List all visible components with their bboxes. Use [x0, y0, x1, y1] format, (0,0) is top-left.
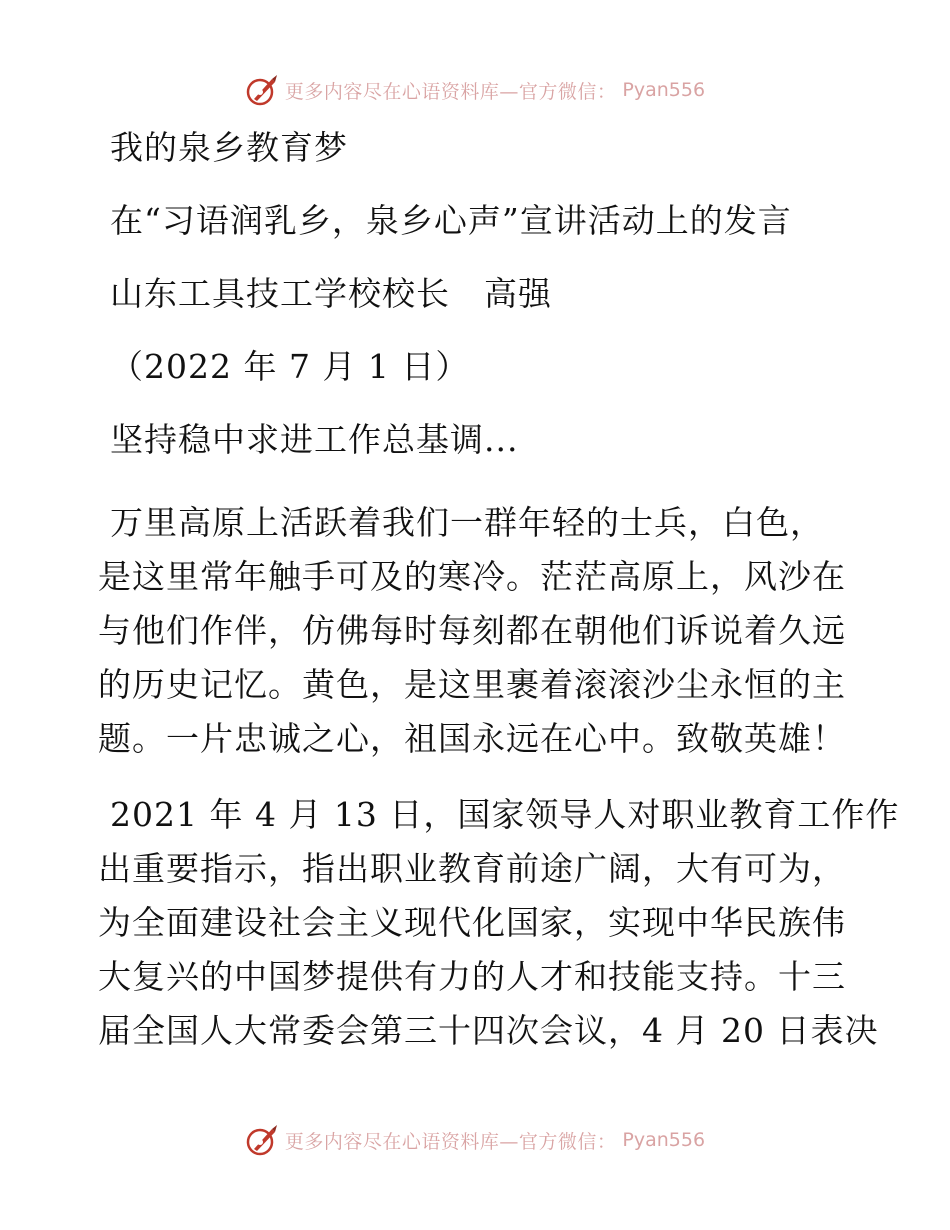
- quill-pen-logo-icon: [245, 1123, 279, 1157]
- document-title: 我的泉乡教育梦: [110, 128, 348, 167]
- summary-line: 坚持稳中求进工作总基调...: [110, 420, 519, 459]
- paragraph-line: 题。一片忠诚之心，祖国永远在心中。致敬英雄！: [98, 719, 846, 758]
- watermark-text: 更多内容尽在心语资料库—官方微信：: [284, 1130, 617, 1153]
- paragraph-line: 届全国人大常委会第三十四次会议，4 月 20 日表决: [98, 1011, 879, 1050]
- quill-pen-logo-icon: [245, 73, 279, 107]
- paragraph-line: 与他们作伴，仿佛每时每刻都在朝他们诉说着久远: [98, 611, 846, 650]
- paragraph-1: [98, 496, 858, 766]
- watermark-wechat-id: Pyan556: [622, 79, 706, 101]
- document-body: [98, 118, 900, 1058]
- paragraph-line: 是这里常年触手可及的寒冷。茫茫高原上，风沙在: [98, 557, 846, 596]
- author-line: 山东工具技工学校校长 高强: [110, 274, 552, 313]
- paragraph-line: 2021 年 4 月 13 日，国家领导人对职业教育工作作: [110, 795, 900, 834]
- paragraph-line: 为全面建设社会主义现代化国家，实现中华民族伟: [98, 903, 846, 942]
- paragraph-2: [98, 788, 900, 1058]
- watermark-text: 更多内容尽在心语资料库—官方微信：: [284, 80, 617, 103]
- header-watermark: [0, 70, 950, 110]
- watermark-wechat-id: Pyan556: [622, 1129, 706, 1151]
- paragraph-line: 出重要指示，指出职业教育前途广阔，大有可为，: [98, 849, 846, 888]
- paragraph-line: 大复兴的中国梦提供有力的人才和技能支持。十三: [98, 957, 846, 996]
- date-line: （2022 年 7 月 1 日）: [110, 347, 470, 386]
- document-subtitle: 在“习语润乳乡，泉乡心声”宣讲活动上的发言: [110, 201, 792, 240]
- footer-watermark: [0, 1120, 950, 1160]
- paragraph-line: 万里高原上活跃着我们一群年轻的士兵，白色，: [110, 503, 824, 542]
- paragraph-line: 的历史记忆。黄色，是这里裹着滚滚沙尘永恒的主: [98, 665, 846, 704]
